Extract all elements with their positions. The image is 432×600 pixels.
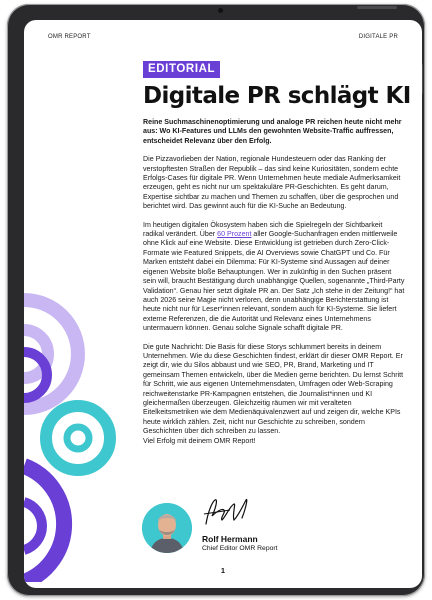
author-role: Chief Editor OMR Report <box>202 545 278 552</box>
page-screen <box>24 20 422 588</box>
body-paragraph-3: Die gute Nachricht: Die Basis für diese Storys schlummert bereits in deinem Unternehmen. Wie du diese Geschichten findest, erklärt dir dieser OMR Report. Er zeigt dir, wie du Silos abbaust und wie SEO, PR, Brand, Marketing und IT gemeinsam Themen entwickeln, über die Medien gerne berichten. Du lernst Schritt für Schritt, wie aus eigenen Unternehmensdaten, Umfragen oder Web-Scraping reichweitenstarke PR-Kampagnen entstehen, die Journalist*innen und KI gleichermaßen überzeugen. Gleichzeitig räumen wir mit veralteten Eitelkeitsmetriken wie dem Medienäquivalenzwert auf und zeigen dir, welche KPIs heute wirklich zählen. Zeit, nicht nur Geschichte zu schreiben, sondern Geschichten über dich schreiben zu lassen. Viel Erfolg mit deinem OMR Report! <box>143 342 404 445</box>
source-link[interactable]: 60 Prozent <box>217 230 252 239</box>
article-body <box>143 118 405 446</box>
page-title: Digitale PR schlägt KI <box>143 83 411 109</box>
running-header <box>48 34 398 40</box>
header-section: DIGITALE PR <box>358 34 398 40</box>
lead-paragraph: Reine Suchmaschinenoptimierung und analoge PR reichen heute nicht mehr aus: Wo KI-Features und LLMs den gewohnten Website-Traffic auffressen, entscheidet Relevanz über den Erfolg. <box>143 118 402 145</box>
section-badge: EDITORIAL <box>143 61 220 78</box>
page-number: 1 <box>220 566 226 575</box>
tablet-frame <box>7 4 425 596</box>
front-camera <box>218 8 223 13</box>
author-signature <box>202 494 262 534</box>
closing-line: Viel Erfolg mit deinem OMR Report! <box>143 436 256 445</box>
author-avatar <box>142 503 192 553</box>
body-paragraph-2: Im heutigen digitalen Ökosystem haben sich die Spielregeln der Sichtbarkeit radikal verändert. Über 60 Prozent aller Google-Suchanfragen enden mittlerweile ohne Klick auf eine Website. Diese Entwicklung ist getrieben durch Zero-Click-Formate wie Featured Snippets, die AI Overviews sowie ChatGPT und Co. Für Marken entsteht dabei ein Dilemma: Für KI-Systeme sind Aussagen auf deiner eigenen Website bloße Behauptungen. Wer in zukünftig in den Suchen präsent sein will, braucht Bestätigung durch unabhängige Quellen, sogenannte „Third-Party Validation“. Genau hier setzt digitale PR an. Der Satz „Ich stehe in der Zeitung!“ hat auch 2026 seine Magie nicht verloren, denn unabhängige Berichterstattung ist heute nicht nur für Leser*innen relevant, sondern auch für KI-Systeme. Sie liefert externe Referenzen, die die Autorität und Relevanz eines Unternehmens untermauern können. Genau solche Signale schafft digitale PR. <box>143 220 405 333</box>
body-paragraph-1: Die Pizzavorlieben der Nation, regionale Hundesteuern oder das Ranking der verstopftesten Straßen der Republik – das sind keine Kuriositäten, sondern echte Erfolgs-Cases für digitale PR. Wenn Unternehmen heute mediale Aufmerksamkeit erzeugen, geht es nicht nur um spektakuläre PR-Geschichten. Es geht darum, Expertise sichtbar zu machen und Themen zu schaffen, über die gesprochen und berichtet wird. Das gewinnt auch für die KI-Suche an Bedeutung. <box>143 155 401 211</box>
author-name: Rolf Hermann <box>202 534 258 544</box>
power-button <box>357 6 397 9</box>
decorative-circles-graphic <box>24 282 124 582</box>
header-publication: OMR REPORT <box>48 34 91 40</box>
author-portrait-icon <box>142 503 192 553</box>
